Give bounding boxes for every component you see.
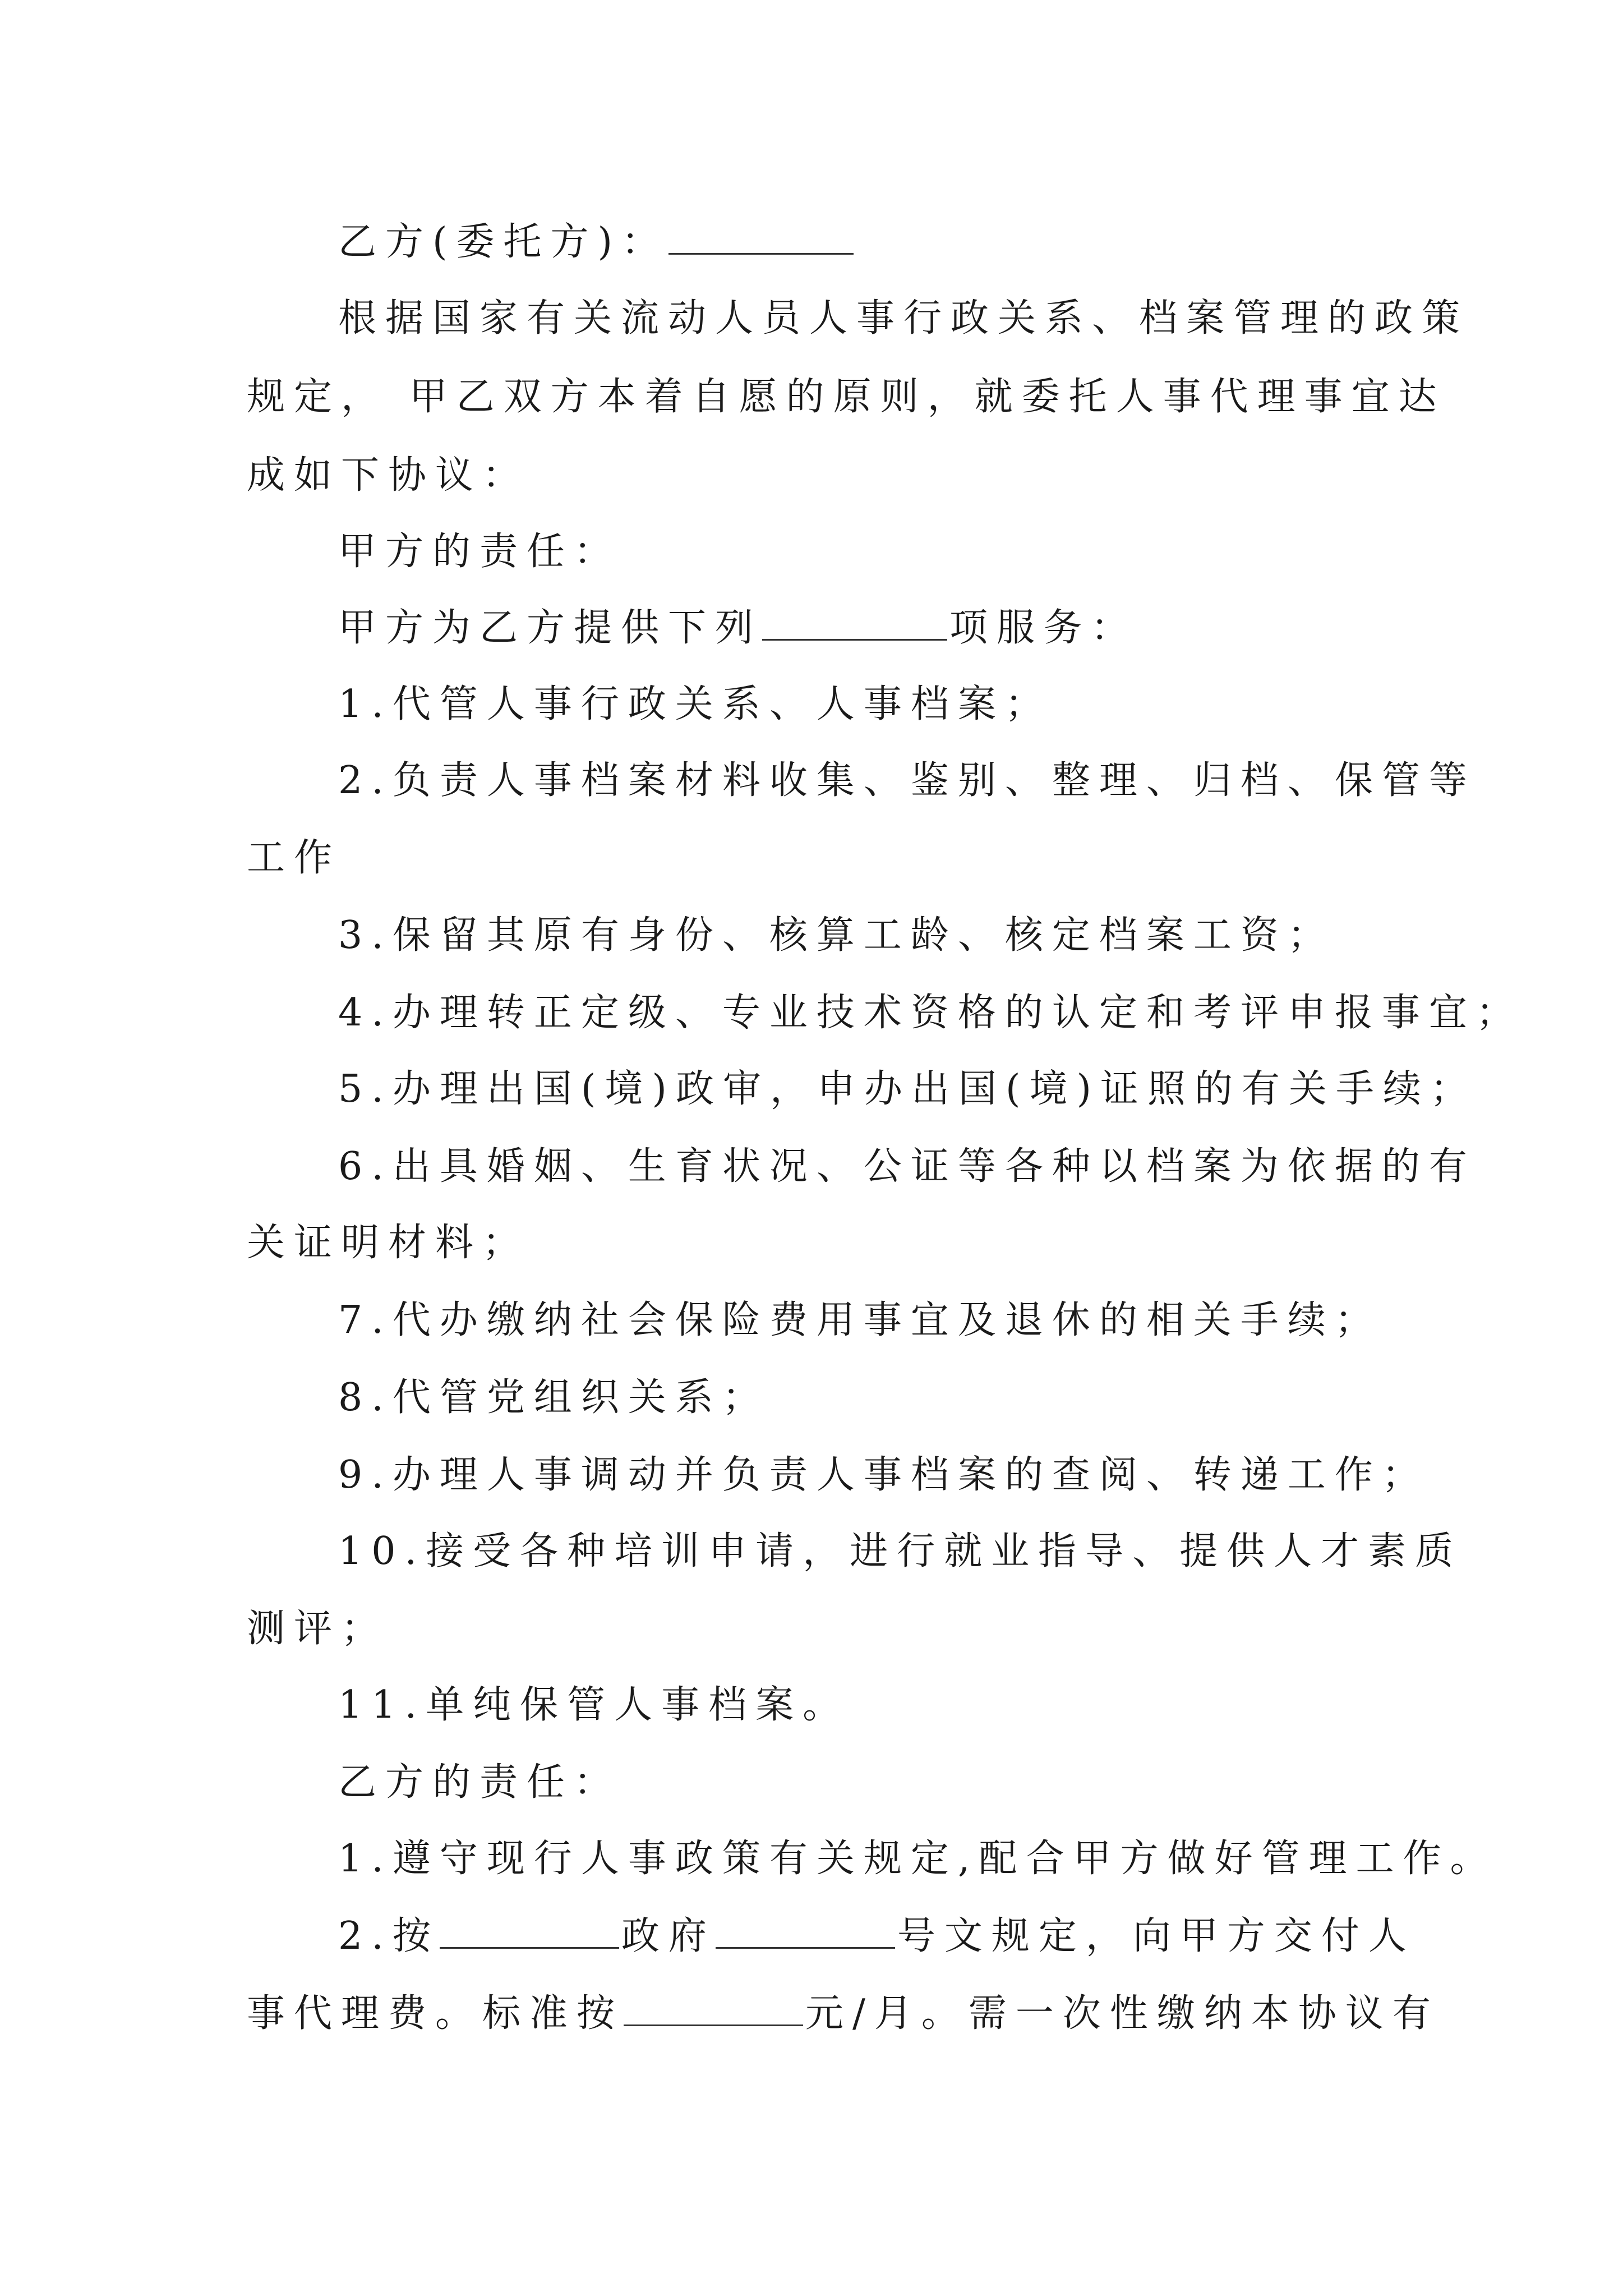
paragraph-line: 成如下协议：: [247, 453, 530, 498]
services-text-before: 甲方为乙方提供下列: [338, 606, 763, 650]
list-item: 2.负责人事档案材料收集、鉴别、整理、归档、保管等: [338, 758, 1476, 803]
services-count-blank: [762, 606, 947, 641]
list-item-continuation: 工作: [247, 836, 342, 880]
party-b-label: 乙方(委托方)：: [338, 220, 669, 264]
list-item: 7.代办缴纳社会保险费用事宜及退休的相关手续；: [338, 1298, 1382, 1342]
list-item: 5.办理出国(境)政审，申办出国(境)证照的有关手续；: [338, 1067, 1477, 1111]
list-item: 1.代管人事行政关系、人事档案；: [338, 682, 1052, 726]
list-item: 8.代管党组织关系；: [338, 1375, 769, 1420]
paragraph-line: 根据国家有关流动人员人事行政关系、档案管理的政策: [338, 296, 1469, 341]
paragraph-line: 规定， 甲乙双方本着自愿的原则，就委托人事代理事宜达: [247, 375, 1446, 419]
fee-rule-text-1: 2.按: [338, 1914, 440, 1958]
fee-amount-blank: [624, 1992, 803, 2026]
list-item: 10.接受各种培训申请，进行就业指导、提供人才素质: [338, 1529, 1463, 1573]
services-line: [338, 606, 1138, 651]
fee-standard-line: [247, 1991, 1440, 2036]
list-item: 4.办理转正定级、专业技术资格的认定和考评申报事宜；: [338, 991, 1523, 1035]
section-heading-party-b: 乙方的责任：: [338, 1760, 621, 1805]
party-b-blank: [668, 220, 854, 255]
party-b-line: [338, 220, 856, 265]
list-item: 1.遵守现行人事政策有关规定,配合甲方做好管理工作。: [338, 1837, 1497, 1881]
fee-rule-line: [338, 1914, 1415, 1959]
services-text-after: 项服务：: [949, 606, 1138, 650]
list-item: 11.单纯保管人事档案。: [338, 1683, 850, 1727]
list-item: 6.出具婚姻、生育状况、公证等各种以档案为依据的有: [338, 1144, 1476, 1189]
fee-rule-document-number-blank: [716, 1915, 895, 1949]
list-item: 9.办理人事调动并负责人事档案的查阅、转递工作；: [338, 1453, 1429, 1497]
fee-standard-text-2: 元/月。需一次性缴纳本协议有: [805, 1991, 1440, 2036]
list-item-continuation: 测评；: [247, 1607, 389, 1651]
fee-standard-text-1: 事代理费。标准按: [247, 1991, 624, 2036]
fee-rule-authority-blank: [440, 1915, 619, 1949]
section-heading-party-a: 甲方的责任：: [338, 530, 621, 574]
fee-rule-text-3: 号文规定，向甲方交付人: [897, 1914, 1415, 1958]
list-item-continuation: 关证明材料；: [247, 1221, 530, 1265]
list-item: 3.保留其原有身份、核算工龄、核定档案工资；: [338, 913, 1335, 958]
fee-rule-text-2: 政府: [621, 1914, 716, 1958]
